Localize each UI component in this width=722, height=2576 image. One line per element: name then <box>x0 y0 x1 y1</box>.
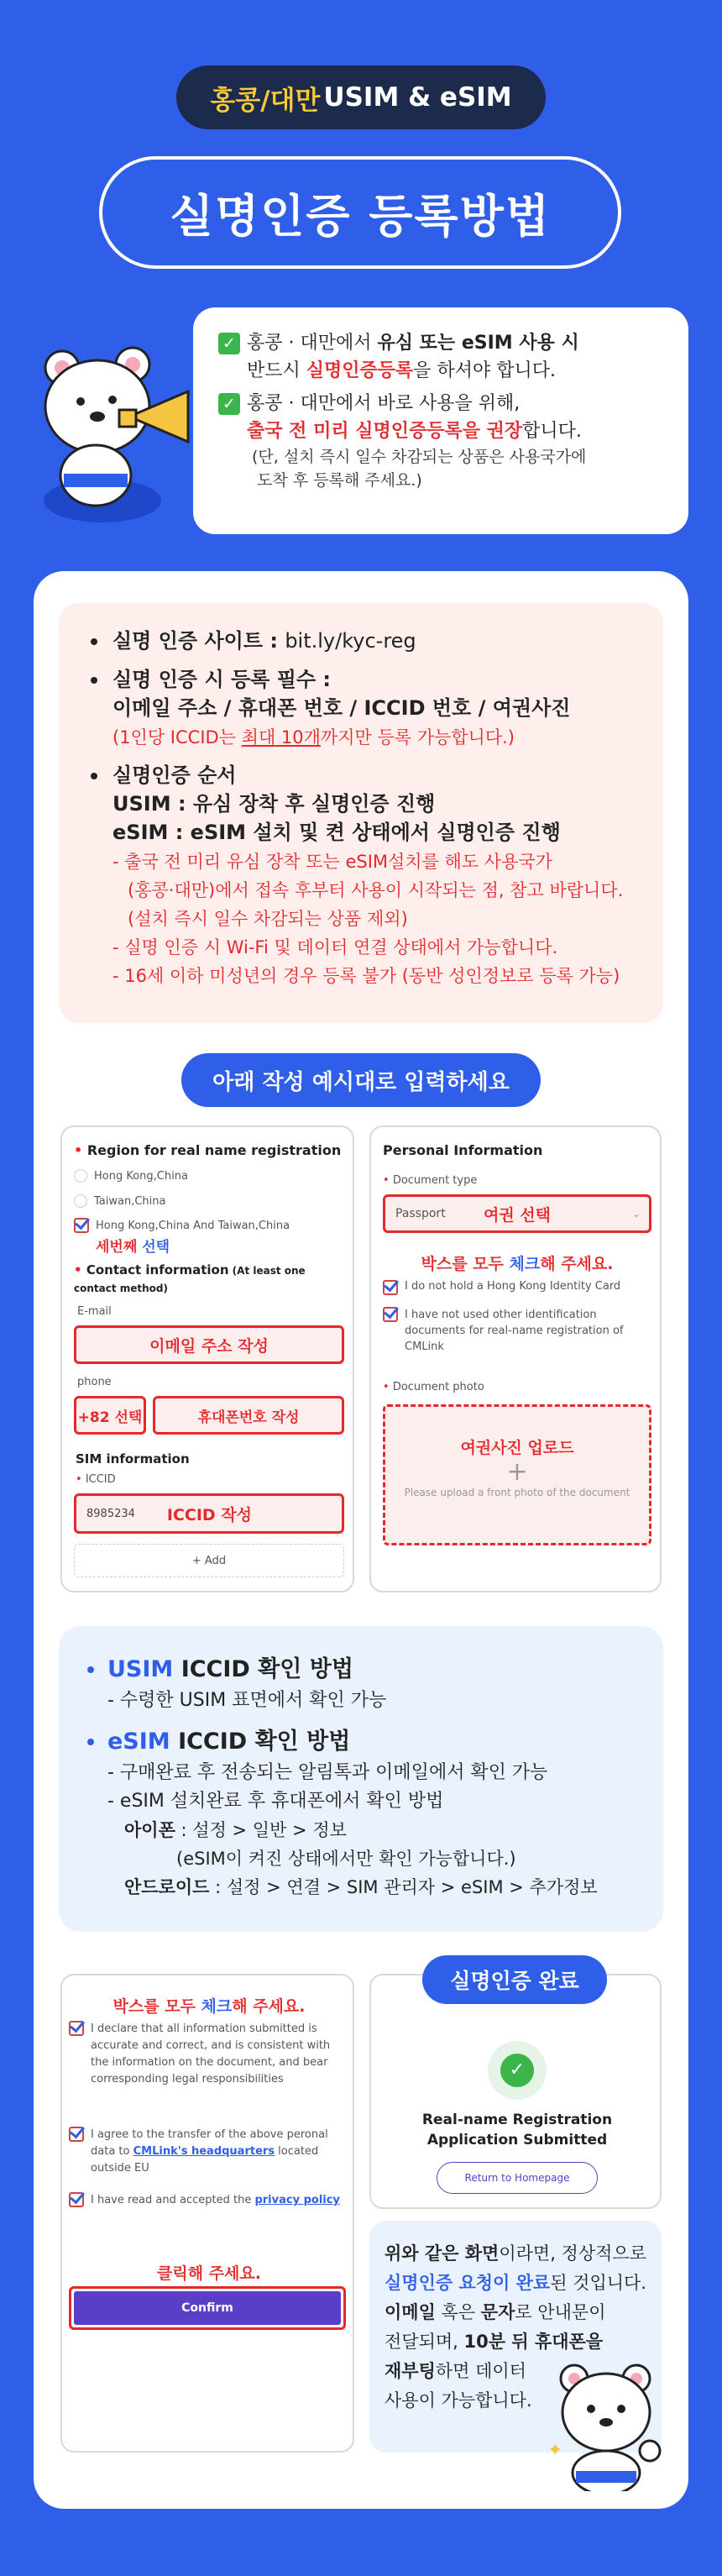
option-label: Hong Kong,China <box>94 1169 188 1183</box>
iphone-note: (eSIM이 켜진 상태에서만 확인 가능합니다.) <box>176 1849 516 1869</box>
heading-text: USIM <box>107 1656 174 1682</box>
intro-card <box>193 307 688 534</box>
complete-line: Real-name Registration <box>421 2112 613 2128</box>
check-note <box>371 1251 663 1274</box>
final-text: 혹은 <box>435 2302 481 2322</box>
iccid-info-box <box>59 1626 663 1932</box>
example-pill: 아래 작성 예시대로 입력하세요 <box>181 1053 541 1107</box>
info-text: eSIM : eSIM 설치 및 켠 상태에서 실명인증 진행 <box>112 821 561 844</box>
usim-text: - 수령한 USIM 표면에서 확인 가능 <box>107 1690 387 1711</box>
option-label: Hong Kong,China And Taiwan,China <box>96 1219 290 1232</box>
complete-message <box>371 2110 663 2150</box>
note-text: 체크 <box>201 1997 233 2016</box>
form-right-panel: Personal Information • Document type Passport 여권 선택 ⌄ 박스를 모두 체크해 주세요. I do not hold a Hong Kong Identity Card I have not used other identification documents for real-name registration of CMLink • Document photo 여권사진 업로드 + Please upload a front photo of the document <box>369 1125 662 1592</box>
phone-label: phone <box>77 1376 112 1388</box>
checkbox-checked-icon <box>69 2192 84 2207</box>
photo-box-label: 여권사진 업로드 <box>460 1439 574 1457</box>
bear-megaphone-icon <box>29 333 196 526</box>
checkbox-no-hkid[interactable] <box>383 1280 651 1295</box>
privacy-policy-link[interactable]: privacy policy <box>254 2194 340 2206</box>
complete-line: Application Submitted <box>426 2132 608 2148</box>
intro-text: 홍콩 · 대만에서 바로 사용을 위해, <box>247 393 521 414</box>
header-pill <box>176 66 546 129</box>
info-text: 실명 인증 사이트 : <box>112 629 285 653</box>
info-note: - 16세 이하 미성년의 경우 등록 불가 (동반 성인정보로 등록 가능) <box>112 966 620 986</box>
info-box <box>59 603 663 1023</box>
final-text: 위와 같은 화면 <box>385 2243 500 2264</box>
personal-info-title: Personal Information <box>383 1142 543 1158</box>
android-label: 안드로이드 <box>124 1877 210 1897</box>
info-site <box>89 627 641 655</box>
intro-text: 반드시 <box>247 360 306 381</box>
photo-label: Document photo <box>392 1381 484 1393</box>
note-text: 박스를 모두 <box>421 1255 510 1273</box>
page-title: 실명인증 등록방법 <box>99 156 621 269</box>
usim-heading <box>84 1653 638 1687</box>
iccid-field[interactable] <box>74 1493 344 1534</box>
add-button[interactable]: + Add <box>74 1544 344 1577</box>
region-option-2[interactable] <box>74 1194 165 1208</box>
intro-text: 실명인증등록 <box>306 360 414 381</box>
checkbox-label: I do not hold a Hong Kong Identity Card <box>405 1280 621 1293</box>
intro-line-1 <box>218 329 663 385</box>
checkbox-label: I have not used other identification documents for real-name registration of CMLink <box>405 1309 624 1353</box>
consent-label: I have read and accepted the <box>91 2194 255 2206</box>
email-label: E-mail <box>77 1305 112 1318</box>
form-left-panel: • Region for real name registration Hong Kong,China Taiwan,China Hong Kong,China And Taiwan,China 세번째 선택 • Contact information (At least one contact method) E-mail 이메일 주소 작성 phone +82 선택 휴대폰번호 작성 SIM information • ICCID 8985234 ICCID 작성 + Add <box>60 1125 354 1592</box>
checkbox-checked-icon <box>383 1280 398 1295</box>
android-path: : 설정 > 연결 > SIM 관리자 > eSIM > 추가정보 <box>209 1877 598 1897</box>
consent-checkbox-3[interactable] <box>69 2192 346 2209</box>
return-home-button[interactable]: Return to Homepage <box>437 2162 598 2194</box>
final-text: 문자 <box>480 2302 515 2322</box>
consent-checkbox-2[interactable] <box>69 2127 346 2177</box>
contact-title: Contact information <box>86 1262 229 1278</box>
note-text: 해 주세요. <box>232 1997 306 2016</box>
final-text: 이라면, 정상적으로 <box>499 2243 646 2264</box>
intro-line-2 <box>218 390 663 445</box>
doc-type-select[interactable] <box>383 1194 651 1233</box>
heading-text: ICCID 확인 방법 <box>170 1729 351 1755</box>
final-text: 10분 뒤 휴대폰을 <box>463 2332 604 2352</box>
consent-panel <box>60 1974 354 2453</box>
esim-text: - 구매완료 후 전송되는 알림톡과 이메일에서 확인 가능 <box>107 1762 548 1783</box>
info-note: - 실명 인증 시 Wi-Fi 및 데이터 연결 상태에서 가능합니다. <box>112 937 558 957</box>
final-text: 재부팅 <box>385 2361 436 2381</box>
region-option-1[interactable] <box>74 1169 188 1183</box>
headquarters-link[interactable]: CMLink's headquarters <box>133 2145 275 2158</box>
checkmark-icon: ✓ <box>218 333 240 354</box>
region-option-3[interactable] <box>74 1218 290 1233</box>
intro-note-line: 도착 후 등록해 주세요.) <box>257 471 422 490</box>
iccid-prefix: 8985234 <box>86 1507 135 1520</box>
note-text: 세번째 <box>96 1239 143 1256</box>
site-link[interactable]: bit.ly/kyc-reg <box>285 629 416 653</box>
plus-icon: + <box>506 1457 528 1487</box>
intro-text: 을 하셔야 합니다. <box>413 360 557 381</box>
doc-box-label: 여권 선택 <box>483 1205 552 1225</box>
consent-note <box>62 1994 356 2017</box>
consent-label: I declare that all information submitted is accurate and correct, and is consistent with the information on the document, and bear corresponding legal responsibilities <box>91 2023 331 2085</box>
intro-text: 유심 또는 eSIM 사용 시 <box>377 333 579 354</box>
heading-text: eSIM <box>107 1729 170 1755</box>
info-note: (홍콩·대만)에서 접속 후부터 사용이 시작되는 점, 참고 바랍니다. <box>128 880 624 900</box>
note-text: 해 주세요. <box>540 1255 614 1273</box>
success-icon: ✓ <box>371 2041 663 2100</box>
info-text: 이메일 주소 / 휴대폰 번호 / ICCID 번호 / 여권사진 <box>112 696 571 720</box>
checkbox-checked-icon <box>383 1307 398 1322</box>
doc-type-label: Document type <box>392 1174 478 1187</box>
esim-heading <box>84 1725 638 1759</box>
info-text: 까지만 등록 가능합니다.) <box>320 727 515 748</box>
info-required <box>89 665 641 751</box>
consent-label: I agree to the transfer of the above peronal data to <box>91 2128 328 2158</box>
final-text: 로 안내문이 <box>515 2302 606 2322</box>
iccid-box-label: ICCID 작성 <box>166 1505 253 1524</box>
sim-title: SIM information <box>76 1451 190 1466</box>
bear-thumbs-up-icon <box>541 2357 675 2491</box>
final-text: 이메일 <box>385 2302 436 2322</box>
final-text: 하면 데이터 <box>435 2361 526 2381</box>
svg-text:✦: ✦ <box>547 2440 563 2461</box>
consent-label: located outside EU <box>91 2145 319 2175</box>
doc-value: Passport <box>395 1207 446 1220</box>
info-note: - 출국 전 미리 유심 장착 또는 eSIM설치를 해도 사용국가 <box>112 852 552 872</box>
info-text: USIM : 유심 장착 후 실명인증 진행 <box>112 792 436 816</box>
checkmark-icon: ✓ <box>218 393 240 415</box>
photo-upload[interactable] <box>383 1404 651 1545</box>
final-text: 사용이 가능합니다. <box>385 2390 532 2411</box>
email-field[interactable]: 이메일 주소 작성 <box>74 1325 344 1364</box>
intro-note <box>252 445 663 492</box>
click-note: 클릭해 주세요. <box>157 2264 261 2283</box>
intro-text: 홍콩 · 대만에서 <box>247 333 378 354</box>
checkbox-no-other-id[interactable] <box>383 1307 651 1355</box>
iccid-label: ICCID <box>85 1473 116 1486</box>
final-text: 전달되며, <box>385 2332 464 2352</box>
header-product: USIM & eSIM <box>323 82 512 113</box>
esim-text: - eSIM 설치완료 후 휴대폰에서 확인 방법 <box>107 1791 444 1812</box>
final-text: 실명인증 요청이 완료 <box>385 2273 551 2293</box>
iphone-path: : 설정 > 일반 > 정보 <box>175 1820 347 1840</box>
intro-text: 출국 전 미리 실명인증등록을 권장 <box>247 421 523 442</box>
info-order <box>89 761 641 989</box>
option-note <box>96 1235 170 1256</box>
info-text: 실명인증 순서 <box>112 763 237 787</box>
confirm-wrapper <box>69 2286 346 2330</box>
intro-note-line: (단, 설치 즉시 일수 차감되는 상품은 사용국가에 <box>252 448 587 466</box>
info-text: 실명 인증 시 등록 필수 : <box>112 668 332 691</box>
consent-checkbox-1[interactable] <box>69 2021 346 2088</box>
info-note: (설치 즉시 일수 차감되는 상품 제외) <box>128 909 408 929</box>
checkbox-checked-icon <box>69 2127 84 2142</box>
photo-hint: Please upload a front photo of the document <box>404 1487 630 1498</box>
complete-panel <box>369 1974 662 2209</box>
complete-pill: 실명인증 완료 <box>422 1955 607 2004</box>
phone-field[interactable]: 휴대폰번호 작성 <box>153 1396 344 1435</box>
contact-hint: (At least one contact method) <box>74 1265 306 1294</box>
checkbox-checked-icon <box>74 1218 89 1233</box>
final-text: 된 것입니다. <box>550 2273 646 2293</box>
note-text: 박스를 모두 <box>112 1997 201 2016</box>
info-text: (1인당 ICCID는 <box>112 727 242 748</box>
region-title: Region for real name registration <box>86 1142 342 1158</box>
country-code-select[interactable]: +82 선택 <box>74 1396 146 1435</box>
confirm-button[interactable]: Confirm <box>74 2291 341 2325</box>
checkbox-checked-icon <box>69 2021 84 2036</box>
intro-text: 합니다. <box>522 421 582 442</box>
info-text: 최대 10개 <box>241 727 321 748</box>
note-text: 선택 <box>142 1239 170 1256</box>
heading-text: ICCID 확인 방법 <box>173 1656 353 1682</box>
chevron-down-icon: ⌄ <box>631 1208 641 1220</box>
iphone-label: 아이폰 <box>124 1820 175 1840</box>
header-region: 홍콩/대만 <box>210 85 321 116</box>
note-text: 체크 <box>509 1255 541 1273</box>
option-label: Taiwan,China <box>94 1194 166 1208</box>
